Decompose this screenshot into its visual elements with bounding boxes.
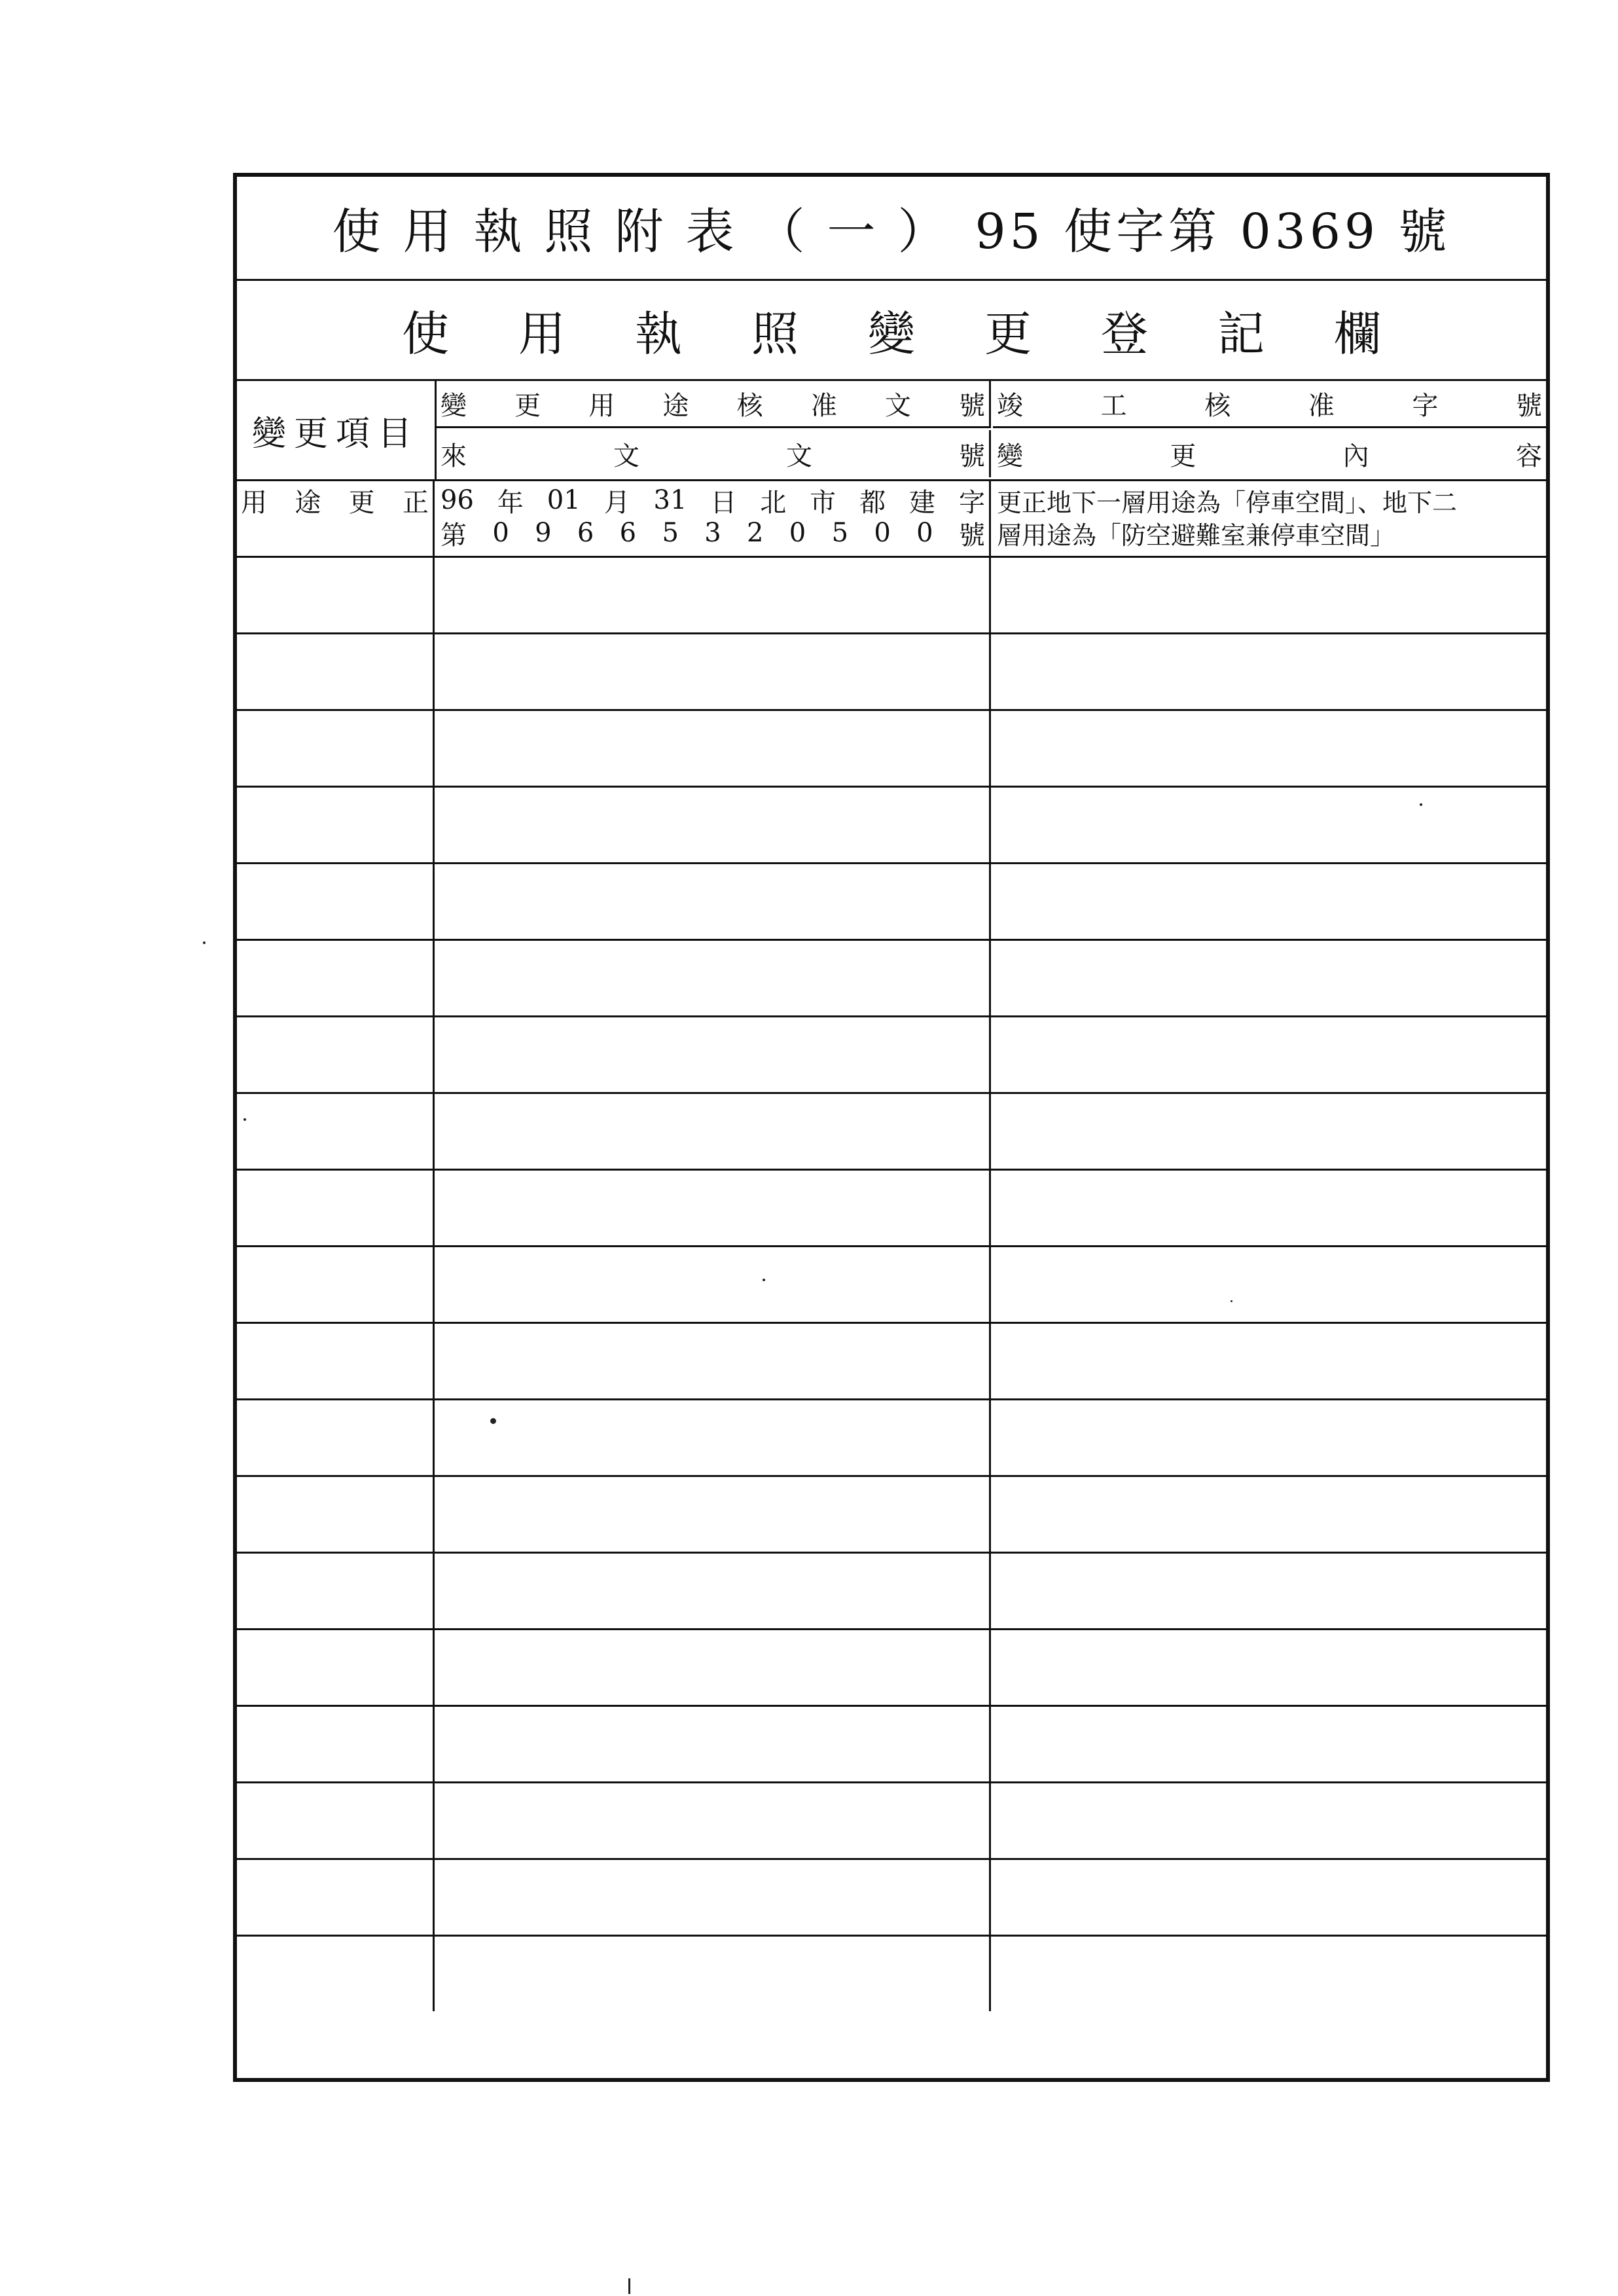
approval-doc-cell — [437, 481, 991, 556]
change-content-cell — [993, 1017, 1546, 1092]
approval-doc-cell — [437, 1477, 991, 1552]
scan-dot — [1420, 803, 1422, 806]
change-item-cell — [237, 1783, 435, 1858]
change-item-cell — [237, 788, 435, 862]
approval-doc-cell — [437, 1707, 991, 1781]
change-content-cell — [993, 1860, 1546, 1935]
header-incoming-doc-number: 來 文 文 號 — [437, 430, 991, 477]
change-content-cell — [993, 1554, 1546, 1628]
scan-dot — [1231, 1300, 1232, 1302]
change-content-cell — [993, 1630, 1546, 1705]
change-item-cell — [237, 941, 435, 1015]
table-row — [237, 1324, 1546, 1400]
table-row — [237, 1783, 1546, 1860]
header-change-item: 變更項目 — [237, 381, 437, 479]
table-row — [237, 634, 1546, 711]
approval-doc-line-1: 96 年 01 月 31 日 北 市 都 建 字 — [440, 485, 985, 518]
change-item-cell — [237, 1630, 435, 1705]
table-row — [237, 941, 1546, 1017]
change-content-cell — [993, 1937, 1546, 2011]
approval-doc-cell — [437, 1630, 991, 1705]
change-content-cell — [993, 634, 1546, 709]
table-row — [237, 481, 1546, 558]
change-content-cell — [993, 1477, 1546, 1552]
table-row — [237, 1630, 1546, 1707]
change-item-cell — [237, 634, 435, 709]
approval-doc-cell — [437, 1554, 991, 1628]
scan-dot — [763, 1279, 765, 1281]
table-row — [237, 1554, 1546, 1630]
approval-doc-cell — [437, 1783, 991, 1858]
header-completion-approval-number: 竣 工 核 准 字 號 — [993, 381, 1546, 428]
change-content-cell — [993, 1094, 1546, 1169]
change-content-line-1: 更正地下一層用途為「停車空間」、地下二 — [997, 488, 1458, 517]
section-title: 使用執照變更登記欄 — [401, 306, 1450, 361]
change-content-cell — [993, 1783, 1546, 1858]
approval-doc-cell — [437, 1937, 991, 2011]
change-item-cell — [237, 711, 435, 786]
change-item-cell — [237, 1171, 435, 1245]
table-row — [237, 1171, 1546, 1247]
approval-doc-cell — [437, 1171, 991, 1245]
change-item-cell: 用 途 更 正 — [237, 481, 435, 556]
scan-dot — [490, 1418, 496, 1424]
change-item-cell — [237, 1400, 435, 1475]
scan-dot — [203, 941, 206, 944]
table-row — [237, 1860, 1546, 1937]
approval-doc-cell — [437, 1860, 991, 1935]
change-item-cell — [237, 1324, 435, 1398]
change-content-cell — [993, 1247, 1546, 1322]
section-heading — [237, 281, 1546, 381]
change-item-cell — [237, 1554, 435, 1628]
table-row — [237, 1400, 1546, 1477]
change-content-cell — [993, 1171, 1546, 1245]
table-row — [237, 1094, 1546, 1171]
license-number: 95 使字第 0369 號 — [975, 204, 1451, 260]
scan-dot — [243, 1118, 246, 1121]
change-item-cell — [237, 1247, 435, 1322]
license-table — [233, 173, 1550, 2082]
change-content-cell — [993, 1324, 1546, 1398]
approval-doc-line-2: 第 0 9 6 6 5 3 2 0 5 0 0 號 — [440, 518, 985, 551]
change-content-cell — [993, 1400, 1546, 1475]
approval-doc-cell — [437, 1247, 991, 1322]
change-content-cell — [993, 1707, 1546, 1781]
approval-doc-cell — [437, 1094, 991, 1169]
table-header — [237, 381, 1546, 481]
table-row — [237, 1247, 1546, 1324]
approval-doc-cell — [437, 1400, 991, 1475]
approval-doc-cell — [437, 711, 991, 786]
approval-doc-cell — [437, 1324, 991, 1398]
change-item-cell — [237, 1477, 435, 1552]
header-approval-doc-number: 變 更 用 途 核 准 文 號 — [437, 381, 991, 428]
change-content-cell — [993, 481, 1546, 556]
change-content-line-2: 層用途為「防空避難室兼停車空間」 — [997, 520, 1395, 550]
header-change-content: 變 更 內 容 — [997, 441, 1542, 471]
scan-mark — [628, 2278, 630, 2294]
document-title — [237, 177, 1546, 281]
change-content-cell — [993, 864, 1546, 939]
change-item-cell — [237, 1937, 435, 2011]
table-row — [237, 711, 1546, 788]
change-content-cell — [993, 788, 1546, 862]
table-row — [237, 1707, 1546, 1783]
approval-doc-cell — [437, 864, 991, 939]
table-row — [237, 788, 1546, 864]
table-row — [237, 1017, 1546, 1094]
approval-doc-cell — [437, 788, 991, 862]
table-row — [237, 1937, 1546, 2011]
table-body — [237, 481, 1546, 2011]
change-item-cell — [237, 558, 435, 632]
change-content-cell — [993, 558, 1546, 632]
change-item-cell — [237, 1017, 435, 1092]
table-row — [237, 1477, 1546, 1554]
change-item-cell — [237, 864, 435, 939]
approval-doc-cell — [437, 941, 991, 1015]
change-content-cell — [993, 941, 1546, 1015]
title-prefix: 使用執照附表（一） — [332, 204, 969, 260]
change-item-cell — [237, 1707, 435, 1781]
table-row — [237, 864, 1546, 941]
change-content-cell — [993, 711, 1546, 786]
table-row — [237, 558, 1546, 634]
approval-doc-cell — [437, 634, 991, 709]
change-item-cell — [237, 1860, 435, 1935]
change-item-cell — [237, 1094, 435, 1169]
approval-doc-cell — [437, 558, 991, 632]
approval-doc-cell — [437, 1017, 991, 1092]
